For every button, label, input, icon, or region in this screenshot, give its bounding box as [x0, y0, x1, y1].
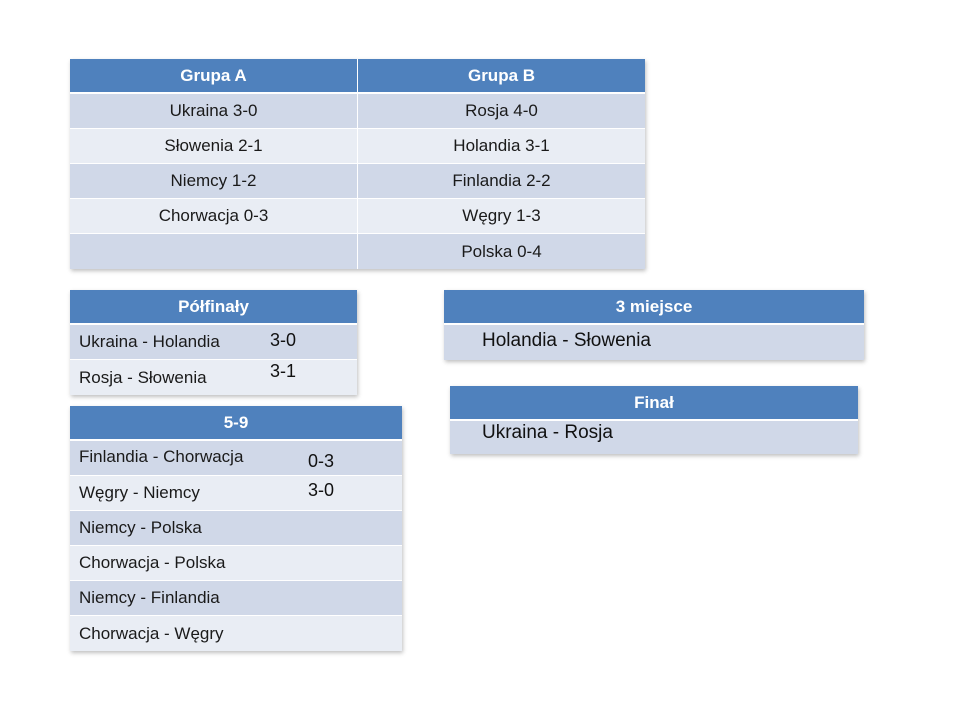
match-label: Ukraina - Rosja [482, 422, 613, 443]
group-a-cell: Chorwacja 0-3 [70, 199, 358, 233]
final-table [450, 386, 858, 454]
match-label: Węgry - Niemcy [79, 483, 200, 502]
final-header: Finał [450, 386, 858, 421]
match-score: 3-1 [270, 361, 297, 381]
match-label: Holandia - Słowenia [482, 330, 651, 351]
group-b-cell: Holandia 3-1 [453, 136, 550, 155]
table-row [70, 476, 402, 511]
match-label: Ukraina - Holandia [79, 332, 220, 351]
group-a-cell: Niemcy 1-2 [70, 164, 358, 198]
match-score: 0-3 [308, 451, 335, 471]
match-label: Finlandia - Chorwacja [79, 447, 244, 466]
match-label: Chorwacja - Węgry [79, 623, 224, 643]
table-row [70, 360, 357, 395]
table-row [70, 546, 402, 581]
table-row [70, 129, 645, 164]
table-row [70, 199, 645, 234]
table-row [70, 94, 645, 129]
match-label: Niemcy - Finlandia [79, 588, 220, 607]
table-row [70, 616, 402, 651]
groups-table [70, 59, 645, 269]
semifinals-table [70, 290, 357, 395]
places-5-9-header: 5-9 [70, 406, 402, 441]
table-row [70, 325, 357, 360]
group-b-cell: Węgry 1-3 [462, 206, 541, 225]
group-a-cell: Słowenia 2-1 [70, 129, 358, 163]
group-b-header: Grupa B [467, 65, 536, 85]
match-score: 3-0 [270, 330, 297, 350]
match-label: Rosja - Słowenia [79, 367, 207, 387]
groups-header-row [70, 59, 645, 94]
match-score: 3-0 [308, 480, 335, 500]
table-row [450, 421, 858, 454]
table-row [70, 511, 402, 546]
match-label: Chorwacja - Polska [79, 553, 226, 572]
table-row [70, 581, 402, 616]
table-row [70, 164, 645, 199]
group-a-cell [70, 234, 358, 269]
table-row [444, 325, 864, 360]
match-label: Niemcy - Polska [79, 518, 202, 537]
places-5-9-table [70, 406, 402, 651]
third-place-table [444, 290, 864, 360]
group-a-cell: Ukraina 3-0 [70, 94, 358, 128]
table-row [70, 441, 402, 476]
group-a-header: Grupa A [70, 59, 358, 92]
table-row [70, 234, 645, 269]
group-b-cell: Polska 0-4 [461, 241, 542, 261]
group-b-cell: Rosja 4-0 [465, 101, 538, 120]
semifinals-header: Półfinały [70, 290, 357, 325]
group-b-cell: Finlandia 2-2 [452, 171, 551, 190]
third-place-header: 3 miejsce [444, 290, 864, 325]
